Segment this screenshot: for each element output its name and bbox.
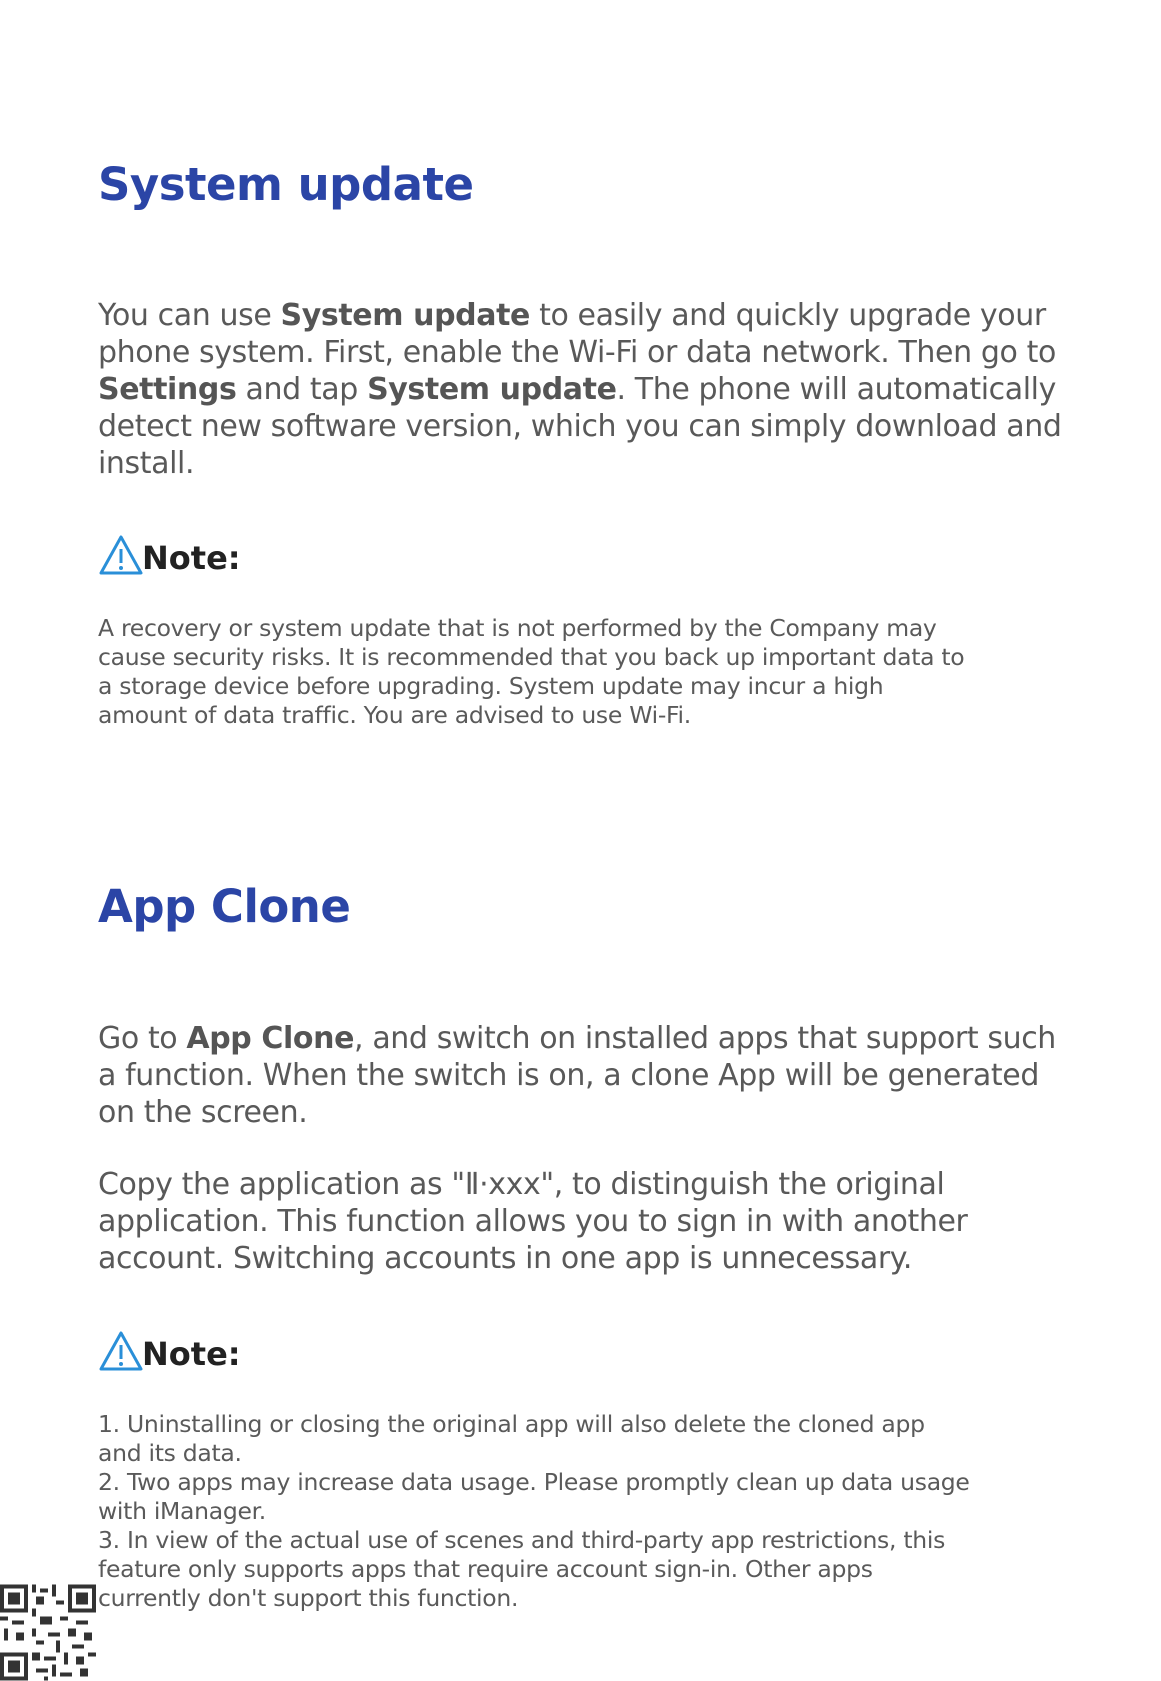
text: , and switch on installed apps that support such a function. When the switch is on, a clone App will be generated on the screen. — [98, 1021, 1056, 1130]
note-line: and its data. — [98, 1439, 242, 1467]
note-line: amount of data traffic. You are advised to use Wi-Fi. — [98, 701, 691, 729]
bold-text: Settings — [98, 372, 237, 407]
section-title-system-update: System update — [98, 158, 474, 211]
note-line: 3. In view of the actual use of scenes and third-party app restrictions, this — [98, 1526, 946, 1554]
note-line: a storage device before upgrading. System update may incur a high — [98, 672, 884, 700]
text: You can use — [98, 298, 281, 333]
note-line: 1. Uninstalling or closing the original app will also delete the cloned app — [98, 1410, 925, 1438]
note-line: currently don't support this function. — [98, 1584, 519, 1612]
note-heading — [98, 534, 241, 576]
system-update-paragraph — [98, 297, 1078, 482]
text: . The phone will automatically detect new software version, which you can simply download and install. — [98, 372, 1062, 481]
text: Go to — [98, 1021, 187, 1056]
note-line: 2. Two apps may increase data usage. Please promptly clean up data usage — [98, 1468, 970, 1496]
section-title-app-clone: App Clone — [98, 880, 351, 933]
note-label: Note: — [142, 1335, 241, 1373]
note-line: A recovery or system update that is not performed by the Company may — [98, 614, 937, 642]
system-update-note — [98, 614, 1078, 730]
qr-code-icon — [0, 1584, 96, 1681]
bold-text: App Clone — [186, 1021, 355, 1056]
bold-text: System update — [280, 298, 530, 333]
app-clone-paragraph-1 — [98, 1020, 1078, 1131]
app-clone-paragraph-2: Copy the application as "Ⅱ·xxx", to distinguish the original application. This function allows you to sign in with another account. Switching accounts in one app is unnecessary. — [98, 1167, 968, 1276]
app-clone-note — [98, 1410, 1078, 1613]
note-heading — [98, 1330, 241, 1372]
note-label: Note: — [142, 539, 241, 577]
warning-triangle-icon — [98, 1330, 144, 1372]
text: to easily and quickly upgrade your phone system. First, enable the Wi-Fi or data network. Then go to — [98, 298, 1056, 370]
note-line: cause security risks. It is recommended that you back up important data to — [98, 643, 965, 671]
text: and tap — [236, 372, 368, 407]
note-line: with iManager. — [98, 1497, 266, 1525]
warning-triangle-icon — [98, 534, 144, 576]
note-line: feature only supports apps that require account sign-in. Other apps — [98, 1555, 873, 1583]
bold-text: System update — [367, 372, 617, 407]
